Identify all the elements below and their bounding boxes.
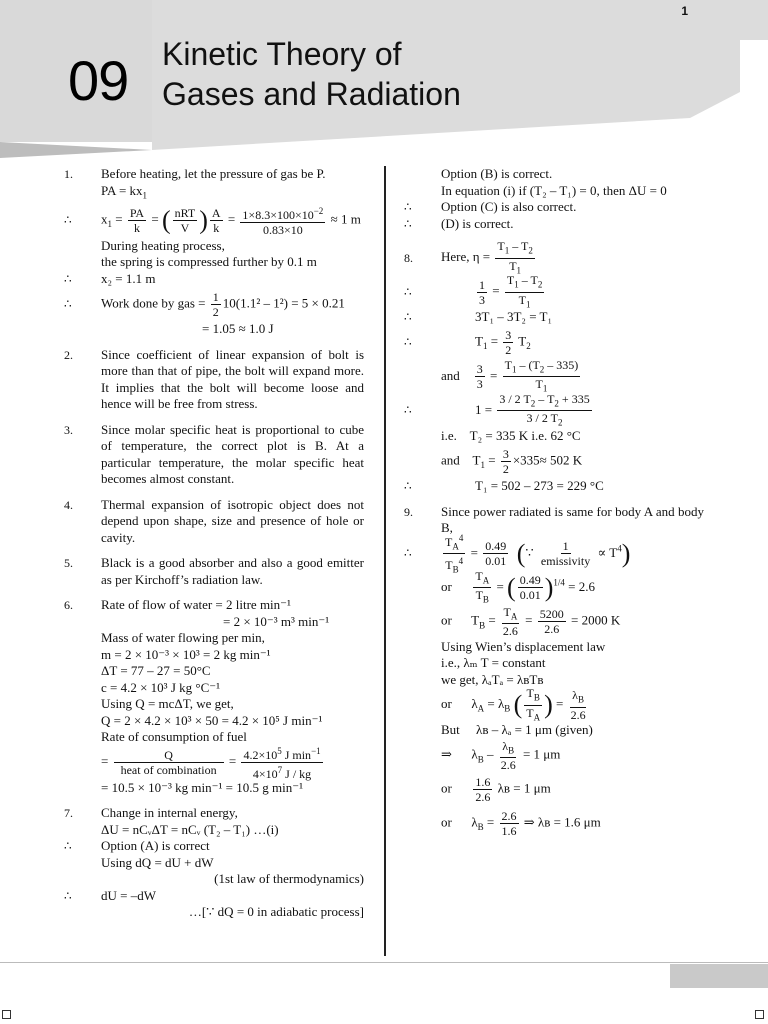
page-number-tab xyxy=(670,964,768,988)
q8-t1: ∴ $T_1$ = $\frac{3}{2}$ $T_2$ xyxy=(404,328,531,357)
right-column xyxy=(404,166,704,841)
q9-wien: Using Wien’s displacement law xyxy=(441,638,606,654)
q8-ratio: ∴ $\frac{1}{3}$ = $\frac{T_1 - T_2}{T_1}$ xyxy=(404,273,543,309)
q7-line4: Using dQ = dU + dW xyxy=(101,854,214,870)
chapter-title-line2: Gases and Radiation xyxy=(162,76,461,112)
column-divider xyxy=(384,166,386,956)
q1-line5: the spring is compressed further by 0.1 m xyxy=(101,254,317,270)
q9-or-3: or $\lambda_A = \lambda_B$ ( $\frac{T_B}{T_A}$ ) = $\frac{\lambda_B}{2.6}$ xyxy=(441,686,586,722)
q1-line6: ∴ x₂ = 1.1 m xyxy=(64,270,156,286)
q7-line1: 7. Change in internal energy, xyxy=(64,805,238,821)
q8-ie: i.e. T₂ = 335 K i.e. 62 °C xyxy=(441,427,581,443)
q1-line1: 1. Before heating, let the pressure of gas be P. xyxy=(64,166,326,181)
q8-efficiency: 8. Here, η = $\frac{T_1 - T_2}{T_1}$ xyxy=(404,239,533,275)
q9-or-2: or $T_B$ = $\frac{T_A}{2.6}$ = $\frac{5200}{2.6}$ = 2000 K xyxy=(441,604,621,639)
q7-line6: ∴ dU = –dW xyxy=(64,887,156,903)
chapter-number: 09 xyxy=(68,49,129,112)
r-line3: ∴ Option (C) is also correct. xyxy=(404,199,577,214)
q6-line1: 6. Rate of flow of water = 2 litre min⁻¹ xyxy=(64,597,291,613)
q1-x1-equation: ∴ $x_1$ = $\frac{PA}{k}$ = ( $\frac{\text{nRT}}{V}$ ) $\frac{A}{k}$ = $\frac{1\times 8.3\times 100\times 10^{-2}}{0.83\times 10}$ ≈ 1 m xyxy=(64,205,361,238)
corner-mark-left xyxy=(2,1010,11,1019)
frac-pa-k: $\frac{PA}{k}$ xyxy=(129,206,145,236)
q6-line4: m = 2 × 10⁻³ × 10³ = 2 kg min⁻¹ xyxy=(101,646,271,662)
q9-wien3: we get, λₐTₐ = λʙTʙ xyxy=(441,671,544,687)
q1-work-done: ∴ Work done by gas = $\frac{1}{2}$ 10(1.1² – 1²) = 5 × 0.21 xyxy=(64,289,345,319)
q6-line2: = 2 × 10⁻³ m³ min⁻¹ xyxy=(223,613,330,629)
q6-line9: Rate of consumption of fuel xyxy=(101,729,247,745)
q7-line7: …[∵ dQ = 0 in adiabatic process] xyxy=(188,904,364,920)
page-number: 1 xyxy=(681,4,688,18)
q6-line10: = 10.5 × 10⁻³ kg min⁻¹ = 10.5 g min⁻¹ xyxy=(101,779,303,795)
q1-line4: During heating process, xyxy=(101,237,225,253)
q8-line8: ∴ T₁ = 502 – 273 = 229 °C xyxy=(404,478,604,493)
q9-or-4: or $\frac{1.6}{2.6}$ λʙ = 1 μm xyxy=(441,775,551,804)
r-line2: In equation (i) if (T₂ – T₁) = 0, then ΔU = 0 xyxy=(441,182,667,198)
q9-or-5: or $\lambda_B$ = $\frac{2.6}{1.6}$ ⇒ λʙ = 1.6 μm xyxy=(441,809,601,838)
q6-line7: Using Q = mcΔT, we get, xyxy=(101,696,234,712)
q7-line5: (1st law of thermodynamics) xyxy=(214,871,364,887)
q6-line3: Mass of water flowing per min, xyxy=(101,630,265,646)
chapter-title xyxy=(162,34,461,114)
q9-or-1: or $\frac{T_A}{T_B}$ = ( $\frac{0.49}{0.01}$ )$^{1/4}$ = 2.6 xyxy=(441,568,595,605)
q6-fuel-equation: = $\frac{Q}{\text{heat of combination}}$ = $\frac{4.2\times 10^5 J \min^{-1}}{4\times 10^7 J / kg}$ xyxy=(101,746,321,782)
q9-text: 9. Since power radiated is same for body A and body B, xyxy=(404,503,704,535)
q7-line3: ∴ Option (A) is correct xyxy=(64,838,210,854)
q4-text: 4. Thermal expansion of isotropic object does not depend upon shape, size and presence of hole or cavity. xyxy=(64,496,364,545)
q5-text: 5. Black is a good absorber and also a good emitter as per Kirchoff’s radiation law. xyxy=(64,555,364,587)
q9-implies: ⇒ $\lambda_B$ – $\frac{\lambda_B}{2.6}$ = 1 μm xyxy=(441,738,561,773)
q3-text: 3. Since molar specific heat is proportional to cube of temperature, the correct plot is B. At a particular temperature, the molar specific heat becomes almost constant. xyxy=(64,421,364,487)
q6-line6: c = 4.2 × 10³ J kg °C⁻¹ xyxy=(101,679,221,695)
q6-line5: ΔT = 77 – 27 = 50°C xyxy=(101,663,211,679)
q9-ratio-eq: ∴ $\frac{T_A^4}{T_B^4}$ = $\frac{0.49}{0.01}$ (∵ $\frac{1}{\text{emissivity}}$ ∝ $T^4$) xyxy=(404,532,631,575)
corner-mark-right xyxy=(755,1010,764,1019)
footer-rule xyxy=(0,962,768,963)
q9-but: But λʙ – λₐ = 1 μm (given) xyxy=(441,722,593,737)
left-column xyxy=(64,166,364,921)
q8-and-eq: and $\frac{3}{3}$ = $\frac{T_1 - (T_2 - 335)}{T_1}$ xyxy=(441,357,579,394)
q6-line8: Q = 2 × 4.2 × 10³ × 50 = 4.2 × 10⁵ J min⁻¹ xyxy=(101,712,323,728)
q8-one-eq: ∴ 1 = $\frac{3 / 2 T_2 - T_2 + 335}{3 / 2 T_2}$ xyxy=(404,391,590,428)
q8-line3: ∴ 3T₁ – 3T₂ = T₁ xyxy=(404,309,553,324)
r-line1: Option (B) is correct. xyxy=(441,166,553,181)
q7-line2: ΔU = nCᵥΔT = nCᵥ (T₂ – T₁) …(i) xyxy=(101,821,279,837)
q9-wien2: i.e., λₘ T = constant xyxy=(441,655,546,670)
q1-line8: = 1.05 ≈ 1.0 J xyxy=(202,321,274,337)
q1-line2: PA = $kx_1$ xyxy=(101,182,148,201)
q2-text: 2. Since coefficient of linear expansion of bolt is more than that of pipe, the bolt will expand more. It implies that the bolt will become loose and hence will be free from stress. xyxy=(64,346,364,412)
chapter-title-line1: Kinetic Theory of xyxy=(162,36,402,72)
r-line4: ∴ (D) is correct. xyxy=(404,215,514,231)
q8-and-t1: and $T_1$ = $\frac{3}{2}$ ×335≈ 502 K xyxy=(441,446,583,476)
